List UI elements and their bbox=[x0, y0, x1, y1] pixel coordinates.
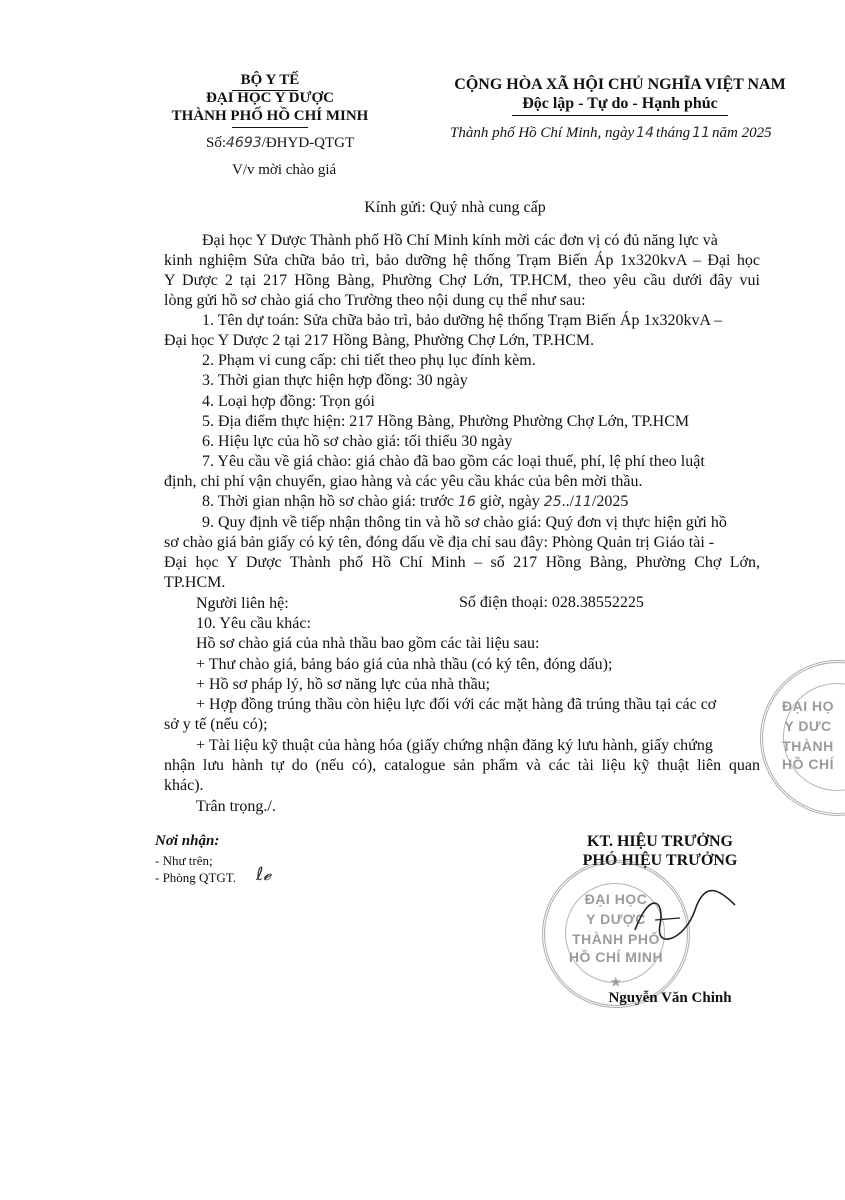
body-line: 3. Thời gian thực hiện hợp đồng: 30 ngày bbox=[202, 372, 468, 389]
deadline-line: 8. Thời gian nhận hồ sơ chào giá: trước 16 giờ, ngày 25../11/2025 bbox=[202, 493, 629, 510]
date-year: năm 2025 bbox=[712, 125, 772, 141]
deadline-month: 11 bbox=[574, 494, 592, 510]
body-line: 10. Yêu cầu khác: bbox=[196, 615, 311, 632]
date-prefix: Thành phố Hồ Chí Minh, ngày bbox=[450, 125, 635, 141]
ministry-name: BỘ Y TẾ bbox=[240, 72, 300, 88]
body-line: khác). bbox=[164, 777, 204, 794]
body-line: kinh nghiệm Sửa chữa bảo trì, bảo dưỡng hệ thống Trạm Biến Áp 1x320kvA – Đại học bbox=[164, 252, 760, 269]
contact-phone: Số điện thoại: 028.38552225 bbox=[459, 594, 644, 611]
stamp-line: HỒ CHÍ MINH bbox=[568, 949, 664, 965]
body-line: 9. Quy định về tiếp nhận thông tin và hồ sơ chào giá: Quý đơn vị thực hiện gửi hồ bbox=[202, 514, 727, 531]
doc-number-suffix: /ĐHYD-QTGT bbox=[261, 135, 355, 151]
body-line: sơ chào giá bản giấy có ký tên, đóng dấu về địa chỉ sau đây: Phòng Quản trị Giáo tài - bbox=[164, 534, 715, 551]
handwritten-signature bbox=[625, 880, 745, 950]
body-line: Hồ sơ chào giá của nhà thầu bao gồm các tài liệu sau: bbox=[196, 635, 540, 652]
date-month-label: tháng bbox=[656, 125, 691, 141]
body-line: 6. Hiệu lực của hồ sơ chào giá: tối thiểu 30 ngày bbox=[202, 433, 513, 450]
doc-number-prefix: Số: bbox=[206, 135, 227, 151]
date-month: 11 bbox=[692, 125, 710, 141]
body-line: định, chi phí vận chuyển, giao hàng và các yêu cầu khác của bên mời thầu. bbox=[164, 473, 643, 490]
contact-person: Người liên hệ: bbox=[196, 595, 289, 612]
edge-stamp-line: THÀNH bbox=[782, 738, 834, 754]
stamp-line: THÀNH PHỐ bbox=[572, 931, 660, 947]
body-line: Đại học Y Dược Thành phố Hồ Chí Minh – số 217 Hồng Bàng, Phường Chợ Lớn, bbox=[164, 554, 760, 571]
date-day: 14 bbox=[636, 125, 654, 141]
body-line: + Tài liệu kỹ thuật của hàng hóa (giấy chứng nhận đăng ký lưu hành, giấy chứng bbox=[196, 737, 713, 754]
closing-line: Trân trọng./. bbox=[196, 798, 276, 815]
document-subject: V/v mời chào giá bbox=[232, 162, 337, 178]
greeting: Kính gửi: Quý nhà cung cấp bbox=[364, 199, 546, 216]
edge-stamp-line: ĐẠI HỌ bbox=[782, 698, 834, 714]
body-line: TP.HCM. bbox=[164, 574, 226, 591]
body-line: + Hợp đồng trúng thầu còn hiệu lực đối với các mặt hàng đã trúng thầu tại các cơ bbox=[196, 696, 717, 713]
signer-name: Nguyễn Văn Chinh bbox=[608, 990, 732, 1006]
body-line: nhận lưu hành tự do (nếu có), catalogue sản phẩm và các tài liệu kỹ thuật liên quan bbox=[164, 757, 760, 774]
stamp-line: ĐẠI HỌC bbox=[584, 891, 648, 907]
body-line: + Thư chào giá, bảng báo giá của nhà thầu (có ký tên, đóng dấu); bbox=[196, 656, 613, 673]
doc-number-handwritten: 4693 bbox=[226, 135, 262, 151]
deadline-prefix: 8. Thời gian nhận hồ sơ chào giá: trước bbox=[202, 493, 454, 510]
national-motto: Độc lập - Tự do - Hạnh phúc bbox=[522, 95, 718, 112]
document-number bbox=[206, 135, 354, 152]
university-name-line1: ĐẠI HỌC Y DƯỢC bbox=[206, 90, 334, 106]
document-date bbox=[450, 125, 772, 142]
body-line: Y Dược 2 tại 217 Hồng Bàng, Phường Chợ Lớn, TP.HCM, theo yêu cầu dưới đây vui bbox=[164, 272, 760, 289]
signature-title-line2: PHÓ HIỆU TRƯỞNG bbox=[582, 852, 738, 869]
stamp-line: Y DƯỢC bbox=[586, 911, 646, 927]
recipients-title: Nơi nhận: bbox=[155, 833, 220, 849]
body-line: sở y tế (nếu có); bbox=[164, 716, 268, 733]
stamp-star-icon: ★ bbox=[610, 975, 622, 989]
university-name-line2: THÀNH PHỐ HỒ CHÍ MINH bbox=[171, 108, 369, 124]
university-underline bbox=[232, 127, 308, 128]
edge-stamp-line: HỒ CHÍ bbox=[782, 756, 834, 772]
deadline-hour: 16 bbox=[457, 494, 476, 510]
body-line: 5. Địa điểm thực hiện: 217 Hồng Bàng, Phường Phường Chợ Lớn, TP.HCM bbox=[202, 413, 690, 430]
deadline-middle: giờ, ngày bbox=[479, 493, 540, 510]
recipient-item: - Phòng QTGT. bbox=[155, 870, 237, 885]
deadline-suffix: /2025 bbox=[591, 493, 629, 510]
body-line: Đại học Y Dược 2 tại 217 Hồng Bàng, Phường Chợ Lớn, TP.HCM. bbox=[164, 332, 595, 349]
body-line: 2. Phạm vi cung cấp: chi tiết theo phụ lục đính kèm. bbox=[202, 352, 536, 369]
edge-stamp-line: Y DƯC bbox=[784, 718, 832, 734]
motto-underline bbox=[512, 115, 728, 116]
initials-mark: ℓ𝓮 bbox=[256, 864, 272, 885]
deadline-day: 25 bbox=[543, 494, 562, 510]
body-line: 1. Tên dự toán: Sửa chữa bảo trì, bảo dưỡng hệ thống Trạm Biến Áp 1x320kvA – bbox=[202, 312, 723, 329]
recipient-item: - Như trên; bbox=[155, 853, 213, 868]
body-line: lòng gửi hồ sơ chào giá cho Trường theo nội dung cụ thể như sau: bbox=[164, 292, 586, 309]
body-line: + Hồ sơ pháp lý, hồ sơ năng lực của nhà thầu; bbox=[196, 676, 491, 693]
signature-title-line1: KT. HIỆU TRƯỞNG bbox=[587, 833, 733, 850]
body-line: Đại học Y Dược Thành phố Hồ Chí Minh kính mời các đơn vị có đủ năng lực và bbox=[202, 232, 718, 249]
body-line: 4. Loại hợp đồng: Trọn gói bbox=[202, 393, 375, 410]
country-name: CỘNG HÒA XÃ HỘI CHỦ NGHĨA VIỆT NAM bbox=[454, 76, 786, 93]
body-line: 7. Yêu cầu về giá chào: giá chào đã bao gồm các loại thuế, phí, lệ phí theo luật bbox=[202, 453, 705, 470]
